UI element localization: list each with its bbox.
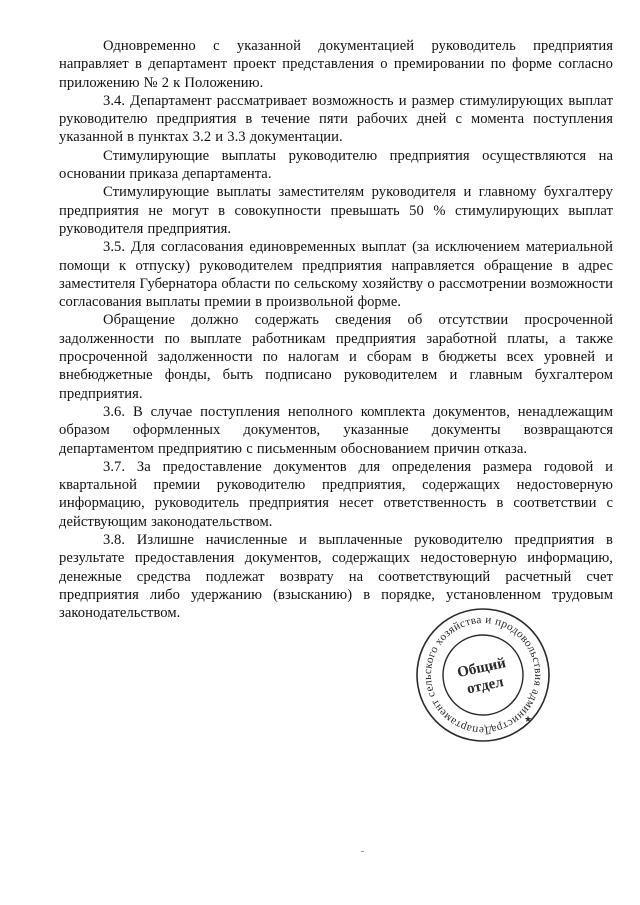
paragraph-incentive-order: Стимулирующие выплаты руководителю предприятия осуществляются на основании приказа департамента. (59, 147, 613, 183)
paragraph-intro: Одновременно с указанной документацией руководитель предприятия направляет в департамент проект представления о премировании по форме согласно приложению № 2 к Положению. (59, 38, 613, 91)
stamp-center-line1: Общий (455, 655, 508, 682)
official-stamp (408, 600, 558, 750)
paragraph-3-8: 3.8. Излишне начисленные и выплаченные руководителю предприятия в результате предоставления документов, содержащих недостоверную информацию, денежные средства подлежат возврату на соответствующий расчетный счет предприятия либо удержанию (взысканию) в порядке, установленном трудовым законодательством. (59, 532, 613, 622)
paragraph-3-7: 3.7. За предоставление документов для определения размера годовой и квартальной премии руководителю предприятия, содержащих недостоверную информацию, руководитель предприятия несет ответственность в соответствии с действующим законодательством. (59, 458, 613, 530)
paragraph-deputy-limit: Стимулирующие выплаты заместителям руководителя и главному бухгалтеру предприятия не могут в совокупности превышать 50 % стимулирующих выплат руководителя предприятия. (59, 184, 613, 237)
document-body (59, 37, 613, 623)
paragraph-appeal-content: Обращение должно содержать сведения об отсутствии просроченной задолженности по выплате работникам предприятия заработной платы, а также просроченной задолженности по налогам и сборам в бюджеты всех уровней и внебюджетные фонды, быть подписано руководителем и главным бухгалтером предприятия. (59, 312, 613, 402)
paragraph-3-4: 3.4. Департамент рассматривает возможность и размер стимулирующих выплат руководителю предприятия в течение пяти рабочих дней с момента поступления указанной в пунктах 3.2 и 3.3 документации. (59, 92, 613, 146)
page-mark (361, 851, 364, 852)
paragraph-3-6: 3.6. В случае поступления неполного комплекта документов, ненадлежащим образом оформленных документов, указанные документы возвращаются департаментом предприятию с письменным обоснованием причин отказа. (59, 403, 613, 457)
stamp-center-line2: отдел (465, 674, 506, 698)
stamp-ring-text (408, 604, 557, 750)
stamp-star: ★ (524, 715, 533, 725)
stamp-ring-textpath: Департамент сельского хозяйства и продовольствия администрации (421, 613, 545, 737)
paragraph-3-5: 3.5. Для согласования единовременных выплат (за исключением материальной помощи к отпуску) руководителем предприятия направляется обращение в адрес заместителя Губернатора области по сельскому хозяйству о рассмотрении возможности согласования выплаты премии в произвольной форме. (59, 239, 613, 311)
